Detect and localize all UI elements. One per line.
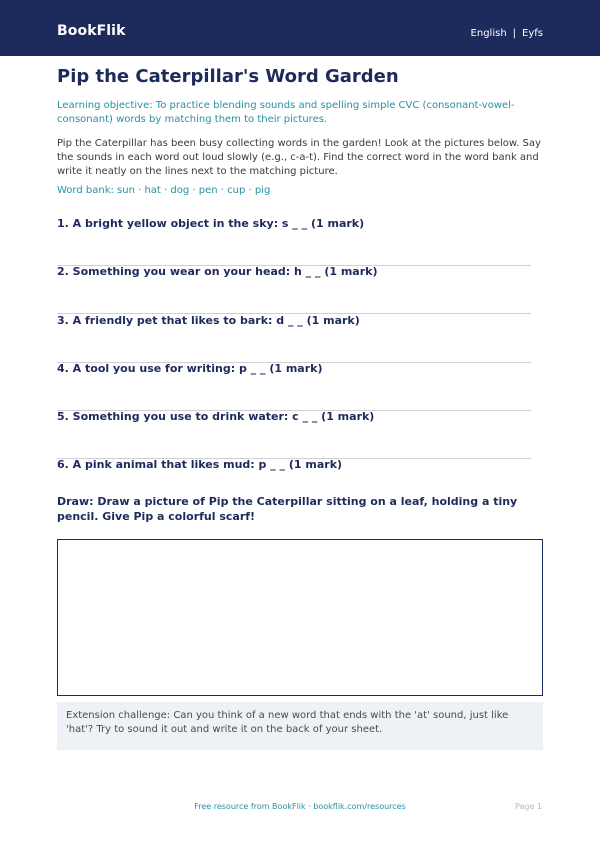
header-separator: | [512, 28, 517, 39]
extension-challenge-text: Extension challenge: Can you think of a new word that ends with the 'at' sound, just like 'hat'? Try to sound it out and write it on the back of your sheet. [66, 710, 509, 735]
footer-link[interactable]: Free resource from BookFlik · bookflik.com/resources [194, 802, 406, 811]
language-label: English [470, 28, 507, 39]
question-1: 1. A bright yellow object in the sky: s _ _ (1 mark) [57, 217, 365, 230]
question-2: 2. Something you wear on your head: h _ _ (1 mark) [57, 265, 378, 278]
question-5: 5. Something you use to drink water: c _ _ (1 mark) [57, 410, 375, 423]
learning-objective: Learning objective: To practice blending sounds and spelling simple CVC (consonant-vowel-consonant) words by matching them to their pictures. [57, 100, 515, 125]
level-label: Eyfs [522, 28, 543, 39]
word-bank: Word bank: sun · hat · dog · pen · cup · pig [57, 185, 271, 196]
header-meta [471, 28, 543, 39]
drawing-area[interactable] [57, 539, 543, 696]
extension-challenge-box [57, 702, 543, 750]
question-6: 6. A pink animal that likes mud: p _ _ (1 mark) [57, 458, 343, 471]
instructions-paragraph: Pip the Caterpillar has been busy collecting words in the garden! Look at the pictures below. Say the sounds in each word out loud slowly (e.g., c-a-t). Find the correct word in the word bank and write it neatly on the lines next to the matching picture. [57, 138, 541, 177]
draw-prompt: Draw: Draw a picture of Pip the Caterpillar sitting on a leaf, holding a tiny pencil. Give Pip a colorful scarf! [57, 495, 518, 523]
page-number: Page 1 [515, 802, 542, 811]
brand-logo[interactable]: BookFlik [57, 23, 126, 39]
question-4: 4. A tool you use for writing: p _ _ (1 mark) [57, 362, 323, 375]
question-3: 3. A friendly pet that likes to bark: d _ _ (1 mark) [57, 314, 360, 327]
header-bar [0, 0, 600, 56]
page-title: Pip the Caterpillar's Word Garden [57, 66, 399, 87]
